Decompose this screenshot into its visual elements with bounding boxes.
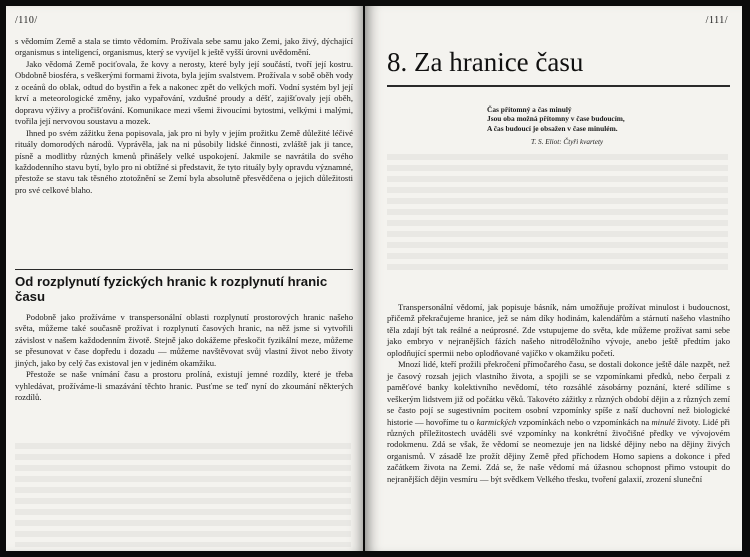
paragraph: s vědomím Země a stala se timto vědomím. Prožívala sebe samu jako Zemi, jako živý, dýchající organismus s inteligencí, organismus, který se vyvíjel k ještě vyšší úrovni uvědomění. xyxy=(15,36,353,58)
epigraph-line: A čas budoucí je obsažen v čase minulém. xyxy=(487,123,618,133)
emphasis: karmických xyxy=(476,416,517,427)
paragraph: Přestože se naše vnímání času a prostoru prolíná, existují jemné rozdíly, které je třeba vyhledávat, prožíváme-li smazávání těchto hranic. Pusťme se teď nyní do zkoumání některých rozdílů. xyxy=(15,369,353,403)
emphasis: minulé xyxy=(651,416,675,427)
section-divider xyxy=(15,269,353,270)
paragraph: Podobně jako prožíváme v transpersonální oblasti rozplynutí prostorových hranic našeho světa, můžeme také současně prožívat i rozplynutí časových hranic, na něž jsme si vytvořili závislost v našem každodenním životě. Stejně jako dokážeme přeskočit fyzikální meze, můžeme se přesunovat v čase dopředu i dozadu — můžeme navštěvovat svůj vlastní život nebo životy jiných, jako by celý čas existoval jen v jediném okamžiku. xyxy=(15,312,353,368)
epigraph-source: T. S. Eliot: Čtyři kvartety xyxy=(531,138,604,146)
right-page xyxy=(365,6,742,551)
page-number-right: /111/ xyxy=(705,15,728,26)
paragraph xyxy=(387,359,730,485)
paragraph-text: životy. Lidé při různých příležitostech uváděli své vzpomínky na konkrétní živočišné předky ve vývojovém rodokmenu. Zdá se však, že vědomí se neomezuje jen na lidské dějiny nebo na dějiny živých organismů. V zásadě lze prožít dějiny Země před příchodem Homo sapiens a dokonce i před začátkem života na Zemi. Zdá se, že naše vědomí má úžasnou schopnost přimo vstoupit do nejranějších dějin vesmíru — být svědkem Velkého třesku, tvoření galaxií, zrození sluneční xyxy=(387,416,731,484)
paragraph-text: vzpomínkách nebo o vzpomínkách na xyxy=(516,416,652,427)
chapter-title-rule xyxy=(387,85,730,87)
epigraph-line: Čas přítomný a čas minulý xyxy=(487,105,572,114)
epigraph-line: Jsou oba možná přítomny v čase budoucím, xyxy=(487,114,625,124)
left-text-block-bottom xyxy=(15,274,353,404)
paragraph: Jako vědomá Země pociťovala, že kovy a nerosty, které byly její součástí, tvoří její kostru. Obdobně biosféra, s veškerými formami života, byla jejím svalstvem. Prožívala v sobě oběh vody z oceánů do oblak, odtud do bystřin a řek a nakonec zpět do velkých moří. Vodní systém byl její krví a meteorologické změny, jako vypařování, vzdušné proudy a déšť, zajišťovaly její oběh, dopravu výživy a pročišťování. Komunikace mezi všemi živoucími bytostmi, velkými i malými, tvořila její nervovou soustavu a mozek. xyxy=(15,58,353,127)
paragraph: Ihned po svém zážitku žena popisovala, jak pro ni byly v jejím prožitku Země důležité léčivé rituály domorodých národů. Vyprávěla, jak na ni působily lidské činnosti, zvláště jak ji tance, písně a modlitby různých kmenů přinášely velké uspokojení. Jakmile se navrátila do svého každodenního stavu bytí, bylo pro ni obtížné si představit, že tyto rituály byly opravdu významné, přestože se stavu tak těsného ztotožnění se Zemí byla absolutně přesvědčena o jejich důležitosti pro své celkové blaho. xyxy=(15,127,353,195)
left-page xyxy=(6,6,363,551)
page-number-left: /110/ xyxy=(15,15,38,26)
epigraph xyxy=(487,105,625,133)
section-heading: Od rozplynutí fyzických hranic k rozplynutí hranic času xyxy=(15,274,328,304)
chapter-title: 8. Za hranice času xyxy=(387,47,584,77)
right-text-block xyxy=(387,302,730,485)
left-text-block-top xyxy=(15,36,353,196)
paragraph: Transpersonální vědomí, jak popisuje básník, nám umožňuje prožívat minulost i budoucnost, přičemž překračujeme hranice, jež se nám díky hodinám, kalendářům a stárnutí našeho vlastního těla zdají být tak reálné a neúprosné. Zde vstupujeme do světa, kde můžeme prožívat sami sebe jako embryo v nejranějších fázích našeho nitroděložního vývoje, anebo ještě předtím jako oplodňující spermii nebo oplodňované vajíčko v okamžiku početí. xyxy=(387,302,730,358)
show-through-text xyxy=(15,443,351,547)
show-through-text xyxy=(387,154,728,274)
paragraph-text: Mnozí lidé, kteří prožili překročení přímočarého času, se dostali dokonce ještě dále nazpět, než je časový rozsah jejich vlastního života, a spojili se se vzpomínkami předků, nebo čerpali z paměťové banky kolektivního nevědomí, této rozsáhlé zásobárny poznání, které sdílíme s veškerým lidstvem již od počátku věků. Takovéto zážitky z různých období dějin a z různých zemí se často pojí se sugestivním pocitem osobní vzpomínky spíše z naší duchovní než biologické historie — hovoříme tu o xyxy=(387,359,730,427)
